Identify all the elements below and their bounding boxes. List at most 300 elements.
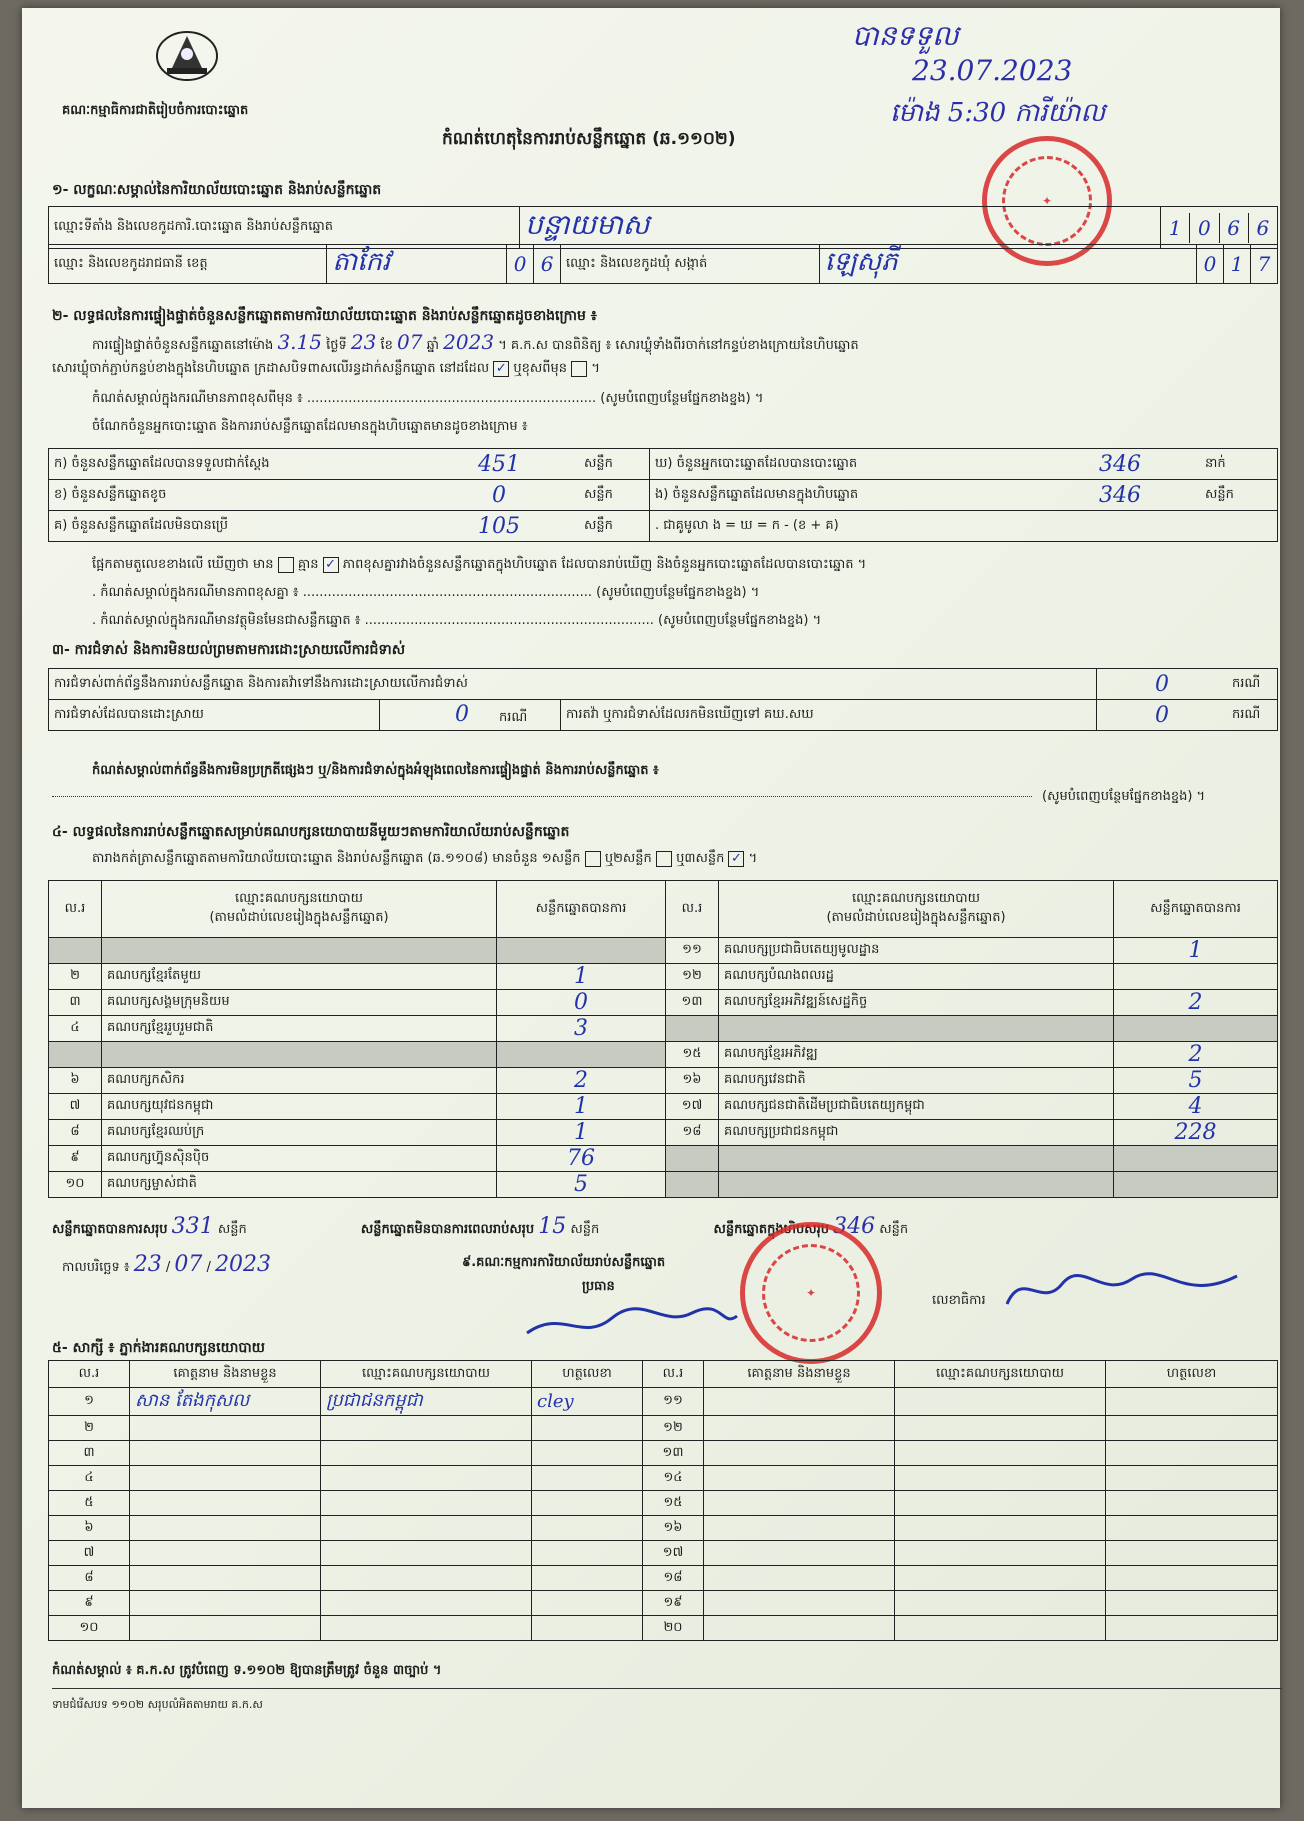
irregularities-note-end: (សូមបំពេញបន្ថែមផ្នែកខាងខ្នង) ។ [1042,789,1206,804]
witness-no: ១៦ [643,1516,704,1541]
irregularities-note: កំណត់សម្គាល់ពាក់ព័ន្ធនឹងការមិនប្រក្រតីផ្សេងៗ ឬ/និងការជំទាស់ក្នុងអំឡុងពេលនៃការផ្ទៀងផ្ទាត់ និងការរាប់សន្លឹកឆ្នោត ៖ [92,763,659,778]
witness-col-name: គោត្តនាម និងនាមខ្លួន [130,1361,321,1388]
witness-row [49,1541,1278,1566]
seal-line: សោរឃ្លុំចាក់ភ្ជាប់កន្ទប់ខាងក្នុងនៃហិបឆ្នោត ក្រដាសបិទពាសលើរន្ធដាក់សន្លឹកឆ្នោត នៅដដែល ✓ ឬខុសពីមុន ។ [52,360,600,376]
witness-signature [1106,1541,1278,1566]
party-no: ២ [49,964,102,990]
party-no [666,1146,719,1172]
results-body [49,938,1278,1198]
party-votes [1114,1146,1278,1172]
party-no: ៧ [49,1094,102,1120]
objections-unit: ករណី [1227,669,1278,700]
section3-title: ៣- ការជំទាស់ និងការមិនយល់ព្រមតាមការដោះស្រាយលើការជំទាស់ [52,642,406,658]
party-name [102,938,497,964]
col-party-title: ឈ្មោះគណបក្សនយោបាយ [235,891,363,906]
party-name [102,1042,497,1068]
witness-signature [532,1491,643,1516]
witness-name [130,1616,321,1641]
witness-signature [532,1616,643,1641]
one-sheet-checkbox[interactable] [585,851,601,867]
counts-row [49,480,1278,511]
foreign-object-note: . កំណត់សម្គាល់ក្នុងករណីមានវត្ថុមិនមែនជាសន្លឹកឆ្នោត ៖ ...................................................................... (សូមបំពេញបន្ថែមផ្នែកខាងខ្នង) ។ [92,613,822,628]
party-votes: 1 [497,1120,666,1146]
witness-no: ៧ [49,1541,130,1566]
party-no: ៣ [49,990,102,1016]
section2-title: ២- លទ្ធផលនៃការផ្ទៀងផ្ទាត់ចំនួនសន្លឹកឆ្នោតតាមការិយាល័យបោះឆ្នោត និងរាប់សន្លឹកឆ្នោតដូចខាងក្រោម ៖ [52,308,597,324]
code-digit: 0 [1190,213,1219,243]
party-no: ១៨ [666,1120,719,1146]
verification-time: 3.15 [277,330,322,354]
witness-party [321,1591,532,1616]
witness-signature [532,1591,643,1616]
commune-code-digit: 0 [1197,245,1224,284]
witness-no: ១១ [643,1388,704,1416]
party-name: គណបក្សម្ចាស់ជាតិ [102,1172,497,1198]
party-name: គណបក្សខ្មែរឈប់ក្រ [102,1120,497,1146]
party-votes: 2 [1114,990,1278,1016]
witness-party [895,1491,1106,1516]
changed-label: ឬខុសពីមុន [513,361,568,376]
commune-code-digit: 1 [1224,245,1251,284]
witness-no: ១២ [643,1416,704,1441]
committee-signature-label: ៩.គណៈកម្មការការិយាល័យរាប់សន្លឹកឆ្នោត [462,1255,666,1270]
formula-note: . ជាគូមូលា ង = ឃ = ក - (ខ + គ) [650,511,1278,542]
witness-signature [532,1441,643,1466]
col-votes-right: សន្លឹកឆ្នោតបានការ [1114,881,1278,938]
witness-col-sig: ហត្ថលេខា [532,1361,643,1388]
sheet-count-line: តារាងកត់ត្រាសន្លឹកឆ្នោតតាមការិយាល័យបោះឆ្នោត និងរាប់សន្លឹកឆ្នោត (ឆ.១១០៨) មានចំនួន ១សន្លឹក ឬ២សន្លឹក ឬ៣សន្លឹក ✓ ។ [92,850,758,866]
station-label: ឈ្មោះទីតាំង និងលេខកូដការិ.បោះឆ្នោត និងរាប់សន្លឹកឆ្នោត [49,207,520,249]
witness-row [49,1516,1278,1541]
seal-note: កំណត់សម្គាល់ក្នុងករណីមានភាពខុសពីមុន ៖ ...................................................................... (សូមបំពេញបន្ថែមផ្នែកខាងខ្នង) ។ [92,391,764,406]
witness-signature [532,1566,643,1591]
province-label: ឈ្មោះ និងលេខកូដរាជធានី ខេត្ត [49,245,327,284]
party-no: ១២ [666,964,719,990]
count-unit: សន្លឹក [1200,480,1278,511]
witness-name [704,1591,895,1616]
date-line: កាលបរិច្ឆេទ ៖ 23 / 07 / 2023 [62,1252,272,1277]
col-votes: សន្លឹកឆ្នោតបានការ [497,881,666,938]
witness-party [321,1616,532,1641]
party-votes [1114,964,1278,990]
witness-no: ៣ [49,1441,130,1466]
party-no: ១១ [666,938,719,964]
witness-name [704,1416,895,1441]
code-digit: 6 [1248,213,1277,243]
witness-name [130,1491,321,1516]
party-no: ១៥ [666,1042,719,1068]
counts-intro: ចំណែកចំនួនអ្នកបោះឆ្នោត និងការរាប់សន្លឹកឆ្នោតដែលមានក្នុងហិបឆ្នោតមានដូចខាងក្រោម ៖ [92,419,528,434]
total-invalid-value: 15 [538,1214,567,1239]
count-label: ឃ) ចំនួនអ្នកបោះឆ្នោតដែលបានបោះឆ្នោត [650,449,1041,480]
stamp-emblem-icon: ✦ [1002,156,1092,246]
station-name: បន្ទាយមាស [525,208,650,241]
results-row [49,938,1278,964]
count-value: 451 [419,449,579,480]
total-box-label: សន្លឹកឆ្នោតក្នុងហិបសរុប [713,1222,829,1237]
witness-col-no-right: ល.រ [643,1361,704,1388]
witness-party [895,1616,1106,1641]
results-row [49,1172,1278,1198]
witness-name [704,1616,895,1641]
party-name: គណបក្សខ្មែរអភិវឌ្ឍ [719,1042,1114,1068]
party-no: ១៧ [666,1094,719,1120]
witness-no: ៩ [49,1591,130,1616]
party-name [719,1146,1114,1172]
party-no: ៨ [49,1120,102,1146]
witness-party [895,1441,1106,1466]
witness-name [704,1491,895,1516]
station-code [1161,207,1278,249]
witness-name [704,1516,895,1541]
witness-row [49,1416,1278,1441]
witness-signature [1106,1566,1278,1591]
witness-name [704,1541,895,1566]
party-name: គណបក្សខ្មែររួបរួមជាតិ [102,1016,497,1042]
verification-month: 07 [397,330,423,354]
witness-body [49,1388,1278,1641]
witness-row [49,1466,1278,1491]
count-unit: សន្លឹក [579,449,650,480]
col-party-sub: (តាមលំដាប់លេខរៀងក្នុងសន្លឹកឆ្នោត) [826,910,1006,925]
results-table [48,880,1278,1198]
president-label: ប្រធាន [582,1279,615,1294]
witness-name [130,1416,321,1441]
objections-value: 0 [1097,669,1228,700]
party-name: គណបក្សវេនជាតិ [719,1068,1114,1094]
objections-table [48,668,1278,731]
witness-row [49,1441,1278,1466]
counts-table [48,448,1278,542]
resolved-value: 0 [455,702,469,727]
count-value: 346 [1040,480,1200,511]
witness-party: ប្រជាជនកម្ពុជា [321,1388,532,1416]
witness-no: ២០ [643,1616,704,1641]
total-valid-value: 331 [171,1214,214,1239]
witness-no: ១ [49,1388,130,1416]
witness-row [49,1388,1278,1416]
party-name: គណបក្សខ្មែរតែមួយ [102,964,497,990]
party-no [49,938,102,964]
month-label: ខែ [380,338,393,353]
count-value: 0 [419,480,579,511]
total-box-unit: សន្លឹក [879,1222,909,1237]
party-no: ៦ [49,1068,102,1094]
no-discrepancy-label: គ្មាន [297,557,319,572]
party-no: ៤ [49,1016,102,1042]
seal-text: សោរឃ្លុំចាក់ភ្ជាប់កន្ទប់ខាងក្នុងនៃហិបឆ្នោត ក្រដាសបិទពាសលើរន្ធដាក់សន្លឹកឆ្នោត នៅដដែល [52,361,490,376]
results-row [49,1146,1278,1172]
receipt-date: 23.07.2023 [912,54,1073,87]
witness-no: ១៤ [643,1466,704,1491]
party-name: គណបក្សជនជាតិដើមប្រជាធិបតេយ្យកម្ពុជា [719,1094,1114,1120]
station-value [520,207,1161,249]
witness-name [130,1566,321,1591]
witness-party [895,1591,1106,1616]
totals-line [52,1214,1282,1240]
day-label: ថ្ងៃទី [326,338,347,353]
party-votes: 5 [1114,1068,1278,1094]
party-name [719,1172,1114,1198]
president-signature [522,1298,742,1352]
party-name: គណបក្សកសិករ [102,1068,497,1094]
party-no: ៩ [49,1146,102,1172]
commune-code-digit: 7 [1250,245,1277,284]
verification-line [92,330,859,356]
section1-table [48,206,1278,249]
counts-row [49,449,1278,480]
resolved-unit: ករណី [499,710,528,725]
count-label: ក) ចំនួនសន្លឹកឆ្នោតដែលបានទទួលជាក់ស្តែង [49,449,420,480]
witness-party [321,1566,532,1591]
witness-no: ១៥ [643,1491,704,1516]
party-votes: 5 [497,1172,666,1198]
party-votes [497,1042,666,1068]
witness-signature [532,1516,643,1541]
witness-name [704,1388,895,1416]
witness-no: ២ [49,1416,130,1441]
no-discrepancy-checkbox[interactable]: ✓ [323,557,339,573]
intact-checkbox[interactable]: ✓ [493,361,509,377]
official-stamp-bottom [740,1222,882,1364]
committee-name: គណៈកម្មាធិការជាតិរៀបចំការបោះឆ្នោត [62,103,249,118]
col-party [102,881,497,938]
verification-year: 2023 [443,330,495,354]
witness-no: ៥ [49,1491,130,1516]
count-label: ខ) ចំនួនសន្លឹកឆ្នោតខូច [49,480,420,511]
witness-signature [532,1416,643,1441]
footer-divider [52,1688,1282,1689]
witness-no: ១៩ [643,1591,704,1616]
stamp-emblem-icon: ✦ [762,1244,860,1342]
witness-no: ១០ [49,1616,130,1641]
witness-row [49,1566,1278,1591]
col-party-title: ឈ្មោះគណបក្សនយោបាយ [852,891,980,906]
witness-no: ៤ [49,1466,130,1491]
total-invalid-label: សន្លឹកឆ្នោតមិនបានការពេលរាប់សរុប [360,1222,535,1237]
total-invalid-unit: សន្លឹក [570,1222,600,1237]
code-digit: 6 [1219,213,1248,243]
party-no: ១០ [49,1172,102,1198]
verification-day: 23 [350,330,377,354]
witness-party [895,1466,1106,1491]
party-votes: 228 [1114,1120,1278,1146]
col-no: ល.រ [49,881,102,938]
witness-name [130,1541,321,1566]
results-row [49,990,1278,1016]
party-votes [497,938,666,964]
three-sheets-checkbox[interactable]: ✓ [728,851,744,867]
witness-name [130,1466,321,1491]
appealed-label: ការតវ៉ា ឬការជំទាស់ដែលរកមិនឃើញទៅ គឃ.សឃ [561,700,1097,731]
count-unit: នាក់ [1200,449,1278,480]
witness-party [895,1541,1106,1566]
party-votes: 1 [497,1094,666,1120]
section4-title: ៤- លទ្ធផលនៃការរាប់សន្លឹកឆ្នោតសម្រាប់គណបក្សនយោបាយនីមួយៗតាមការិយាល័យរាប់សន្លឹកឆ្នោត [52,824,570,840]
party-no [666,1172,719,1198]
discrepancy-label: ផ្អែកតាមតួលេខខាងលើ ឃើញថា មាន [92,557,274,572]
commune-value [819,245,1196,284]
party-name: គណបក្សប្រជាជនកម្ពុជា [719,1120,1114,1146]
resolved-cell [380,700,561,731]
results-row [49,1120,1278,1146]
has-discrepancy-checkbox[interactable] [278,557,294,573]
witness-table [48,1360,1278,1641]
party-name [719,1016,1114,1042]
party-name: គណបក្សយុវជនកម្ពុជា [102,1094,497,1120]
witness-party [895,1416,1106,1441]
results-row [49,1068,1278,1094]
witness-party [895,1516,1106,1541]
party-votes: 3 [497,1016,666,1042]
total-box-value: 346 [833,1214,876,1239]
secretary-label: លេខាធិការ [932,1293,986,1308]
date-year: 2023 [215,1252,272,1277]
witness-name [130,1591,321,1616]
party-votes: 1 [1114,938,1278,964]
resolved-label: ការជំទាស់ដែលបានដោះស្រាយ [49,700,380,731]
witness-party [895,1388,1106,1416]
party-votes: 1 [497,964,666,990]
witness-no: ១៣ [643,1441,704,1466]
witness-row [49,1491,1278,1516]
date-label: កាលបរិច្ឆេទ ៖ [62,1260,130,1275]
count-value: 346 [1040,449,1200,480]
three-sheets-label: ឬ៣សន្លឹក [676,851,725,866]
witness-row [49,1591,1278,1616]
total-valid-unit: សន្លឹក [217,1222,247,1237]
witness-signature [532,1466,643,1491]
appealed-value: 0 [1097,700,1228,731]
footer-note: កំណត់សម្គាល់ ៖ គ.ក.ស ត្រូវបំពេញ ទ.១១០២ ឱ្យបានត្រឹមត្រូវ ចំនួន ៣ច្បាប់ ។ [52,1663,442,1678]
witness-party [321,1516,532,1541]
witness-signature [1106,1416,1278,1441]
witness-col-party: ឈ្មោះគណបក្សនយោបាយ [321,1361,532,1388]
party-no: ១៦ [666,1068,719,1094]
witness-col-sig-right: ហត្ថលេខា [1106,1361,1278,1388]
party-votes: 0 [497,990,666,1016]
witness-row [49,1616,1278,1641]
discrepancy-note: . កំណត់សម្គាល់ក្នុងករណីមានភាពខុសគ្នា ៖ ...................................................................... (សូមបំពេញបន្ថែមផ្នែកខាងខ្នង) ។ [92,585,760,600]
appealed-unit: ករណី [1227,700,1278,731]
witness-col-no: ល.រ [49,1361,130,1388]
party-votes: 2 [497,1068,666,1094]
count-unit: សន្លឹក [579,511,650,542]
irregularities-dots [52,796,1032,797]
year-label: ឆ្នាំ [426,338,439,353]
witness-no: ១៨ [643,1566,704,1591]
objections-label: ការជំទាស់ពាក់ព័ន្ធនឹងការរាប់សន្លឹកឆ្នោត និងការតវ៉ាទៅនឹងការដោះស្រាយលើការជំទាស់ [49,669,1097,700]
witness-party [321,1416,532,1441]
witness-name [130,1441,321,1466]
witness-signature [1106,1616,1278,1641]
col-party-sub: (តាមលំដាប់លេខរៀងក្នុងសន្លឹកឆ្នោត) [209,910,389,925]
two-sheets-checkbox[interactable] [656,851,672,867]
witness-name [704,1566,895,1591]
witness-name [704,1441,895,1466]
witness-name: សាន តែងកុសល [130,1388,321,1416]
party-name: គណបក្សសង្គមក្រុមនិយម [102,990,497,1016]
section1-title: ១- លក្ខណៈសម្គាល់នៃការិយាល័យបោះឆ្នោត និងរាប់សន្លឹកឆ្នោត [52,182,382,198]
witness-no: ៨ [49,1566,130,1591]
witness-signature [1106,1491,1278,1516]
party-name: គណបក្សប្រជាធិបតេយ្យមូលដ្ឋាន [719,938,1114,964]
party-votes: 76 [497,1146,666,1172]
witness-col-name-right: គោត្តនាម និងនាមខ្លួន [704,1361,895,1388]
party-no [666,1016,719,1042]
party-votes [1114,1016,1278,1042]
total-valid-label: សន្លឹកឆ្នោតបានការសរុប [52,1222,168,1237]
party-votes [1114,1172,1278,1198]
discrepancy-line [92,556,866,575]
results-row [49,1016,1278,1042]
party-name: គណបក្សហ្វ៊ុនស៊ិនប៉ិច [102,1146,497,1172]
witness-signature [1106,1591,1278,1616]
commune-label: ឈ្មោះ និងលេខកូដឃុំ សង្កាត់ [561,245,820,284]
sheet-count-text: តារាងកត់ត្រាសន្លឹកឆ្នោតតាមការិយាល័យបោះឆ្នោត និងរាប់សន្លឹកឆ្នោត (ឆ.១១០៨) មានចំនួន ១សន្លឹក [92,851,581,866]
changed-checkbox[interactable] [571,361,587,377]
witness-signature [1106,1516,1278,1541]
party-name: គណបក្សខ្មែរអភិវឌ្ឍន៍សេដ្ឋកិច្ច [719,990,1114,1016]
section1-table-row2 [48,244,1278,284]
verification-time-label: ការផ្ទៀងផ្ទាត់ចំនួនសន្លឹកឆ្នោតនៅម៉ោង [92,338,274,353]
party-no [49,1042,102,1068]
witness-party [321,1441,532,1466]
results-row [49,964,1278,990]
province-name: តាកែវ [332,247,391,277]
counts-row [49,511,1278,542]
witness-party [321,1541,532,1566]
results-row [49,1094,1278,1120]
code-digit: 1 [1161,213,1190,243]
witness-col-party-right: ឈ្មោះគណបក្សនយោបាយ [895,1361,1106,1388]
province-code-digit: 6 [534,245,561,284]
witness-signature [1106,1388,1278,1416]
receipt-received: បានទទួល [852,19,959,52]
count-label: គ) ចំនួនសន្លឹកឆ្នោតដែលមិនបានប្រើ [49,511,420,542]
witness-party [895,1566,1106,1591]
two-sheets-label: ឬ២សន្លឹក [604,851,652,866]
witness-signature [532,1541,643,1566]
witness-signature: cley [532,1388,643,1416]
witness-name [130,1516,321,1541]
footer-code: ទាមជំរើសបទ ១១០២ សរុបលំអិតតាមរាយ គ.ក.ស [52,1698,263,1711]
count-label: ង) ចំនួនសន្លឹកឆ្នោតដែលមានក្នុងហិបឆ្នោត [650,480,1041,511]
commune-name: ឡេសុភី [824,247,898,277]
discrepancy-text: ភាពខុសគ្នារវាងចំនួនសន្លឹកឆ្នោតក្នុងហិបឆ្នោត ដែលបានរាប់ឃើញ និងចំនួនអ្នកបោះឆ្នោតដែលបានបោះឆ្នោត ។ [342,557,867,572]
witness-name [704,1466,895,1491]
date-day: 23 [133,1252,162,1277]
witness-no: ១៧ [643,1541,704,1566]
witness-no: ៦ [49,1516,130,1541]
province-code-digit: 0 [507,245,534,284]
secretary-signature [1002,1264,1242,1318]
party-no: ១៣ [666,990,719,1016]
emblem-icon [152,24,222,84]
count-unit: សន្លឹក [579,480,650,511]
section5-title: ៥- សាក្សី ៖ ភ្នាក់ងារគណបក្សនយោបាយ [52,1340,266,1356]
party-votes: 2 [1114,1042,1278,1068]
date-month: 07 [174,1252,203,1277]
province-value [327,245,507,284]
party-name: គណបក្សបំណងពលរដ្ឋ [719,964,1114,990]
witness-signature [1106,1466,1278,1491]
col-party-right [719,881,1114,938]
page-title: កំណត់ហេតុនៃការរាប់សន្លឹកឆ្នោត (ឆ.១១០២) [442,129,736,149]
party-votes: 4 [1114,1094,1278,1120]
report-sheet [22,8,1280,1808]
witness-signature [1106,1441,1278,1466]
